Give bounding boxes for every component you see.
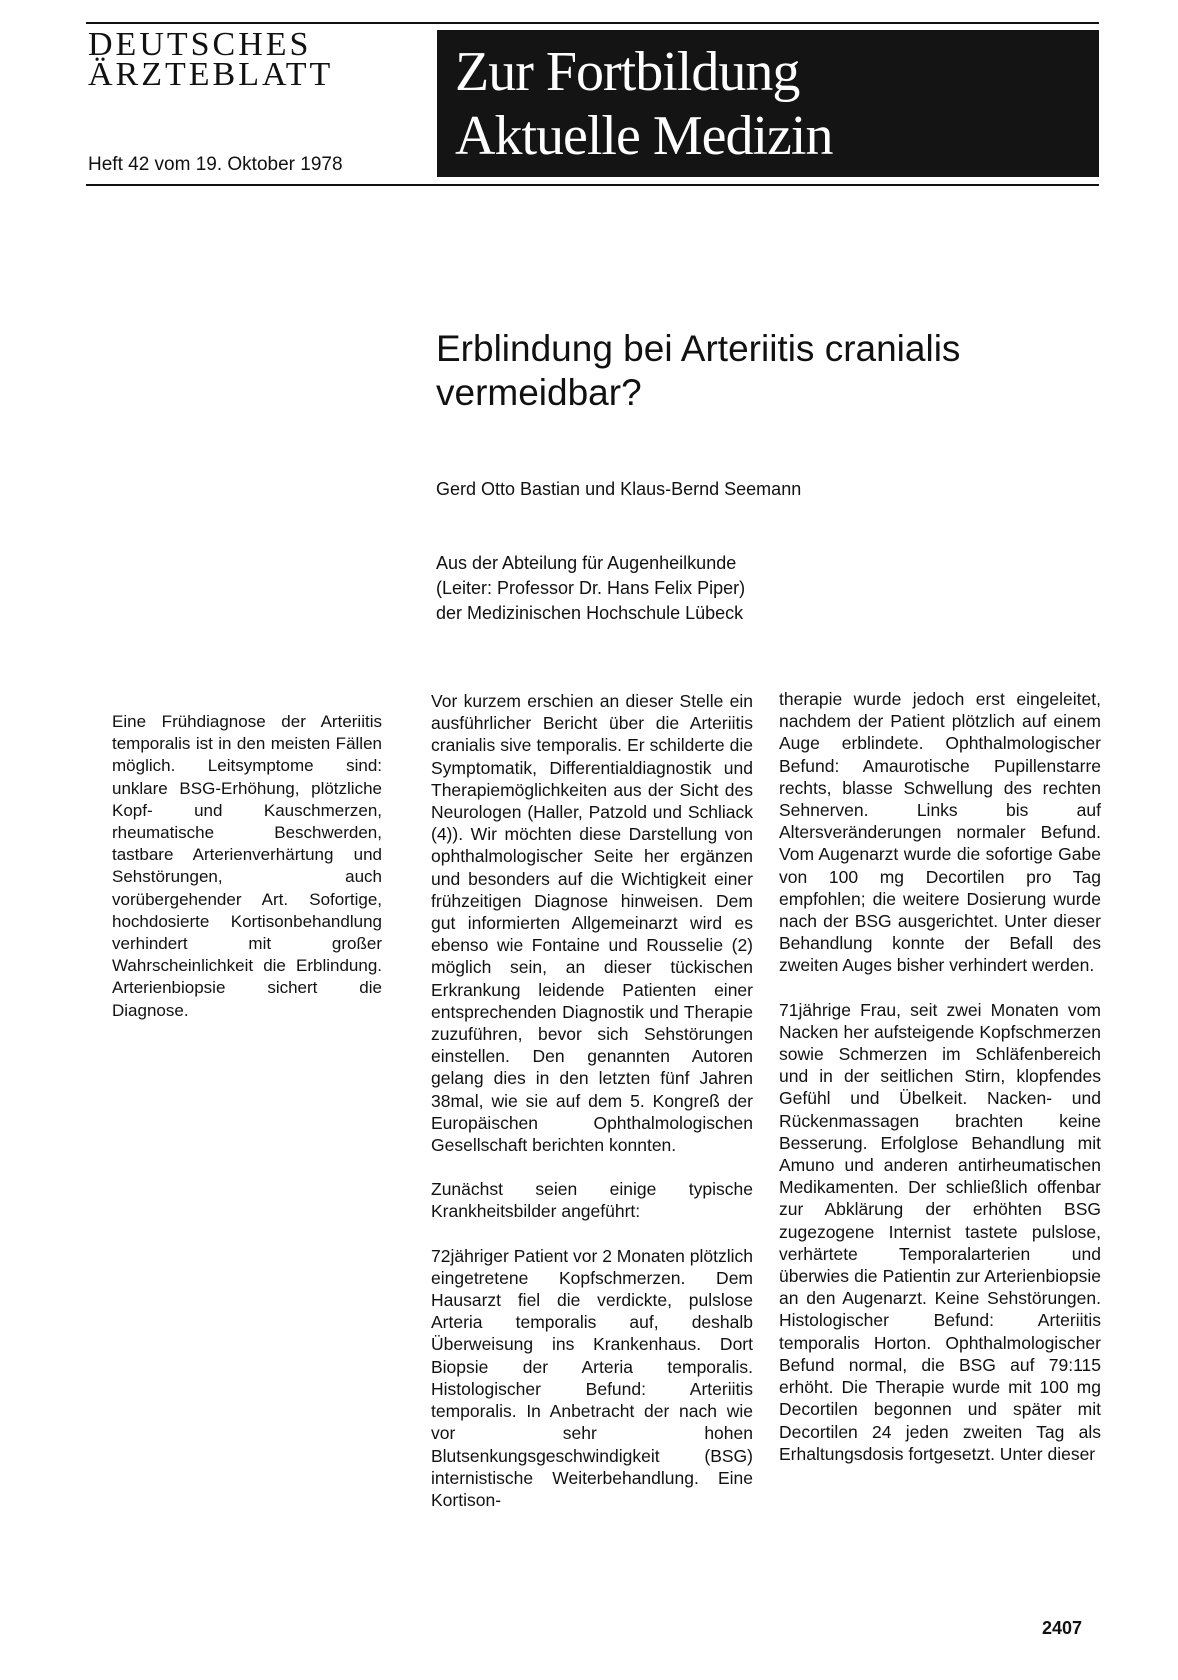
affiliation-line: Aus der Abteilung für Augenheilkunde (436, 553, 737, 573)
body-paragraph: Zunächst seien einige typische Krankheitsbilder angeführt: (431, 1179, 753, 1222)
banner-line-2: Aktuelle Medizin (455, 105, 833, 167)
masthead-line-1: DEUTSCHES (88, 26, 312, 63)
page-number: 2407 (1042, 1618, 1083, 1638)
issue-line: Heft 42 vom 19. Oktober 1978 (88, 154, 343, 175)
article-title: Erblindung bei Arteriitis cranialis vermeidbar? (436, 328, 961, 413)
body-column-1 (431, 690, 753, 1533)
article-abstract: Eine Frühdiagnose der Arteriitis temporalis ist in den meisten Fällen möglich. Leitsymptome sind: unklare BSG-Erhöhung, plötzliche Kopf- und Kauschmerzen, rheumatische Beschwerden, tastbare Arterienverhärtung und Sehstörungen, auch vorübergehender Art. Sofortige, hochdosierte Kortisonbehandlung verhindert mit großer Wahrscheinlichkeit die Erblindung. Arterienbiopsie sichert die Diagnose. (112, 712, 382, 1020)
banner-line-1: Zur Fortbildung (455, 41, 800, 103)
article-authors: Gerd Otto Bastian und Klaus-Bernd Seemann (436, 479, 802, 499)
body-paragraph: Vor kurzem erschien an dieser Stelle ein ausführlicher Bericht über die Arteriitis cranialis sive temporalis. Er schilderte die Symptomatik, Differentialdiagnostik und Therapiemöglichkeiten aus der Sicht des Neurologen (Haller, Patzold und Schliack (4)). Wir möchten diese Darstellung von ophthalmologischer Seite her ergänzen und besonders auf die Wichtigkeit einer frühzeitigen Diagnose hinweisen. Dem gut informierten Allgemeinarzt wird es ebenso wie Fontaine und Rousselie (2) möglich sein, an dieser tückischen Erkrankung leidende Patienten einer entsprechenden Diagnostik und Therapie zuzuführen, bevor sich Sehstörungen einstellen. Den genannten Autoren gelang dies in den letzten fünf Jahren 38mal, wie sie auf dem 5. Kongreß der Europäischen Ophthalmologischen Gesellschaft berichten konnten. (431, 691, 753, 1156)
affiliation-line: der Medizinischen Hochschule Lübeck (436, 603, 744, 623)
section-banner (437, 30, 1099, 177)
body-paragraph: 72jähriger Patient vor 2 Monaten plötzlich eingetretene Kopfschmerzen. Dem Hausarzt fiel die verdickte, pulslose Arteria temporalis auf, deshalb Überweisung ins Krankenhaus. Dort Biopsie der Arteria temporalis. Histologischer Befund: Arteriitis temporalis. In Anbetracht der nach wie vor sehr hohen Blutsenkungsgeschwindigkeit (BSG) internistische Weiterbehandlung. Eine Kortison- (431, 1245, 753, 1510)
header-rule (86, 184, 1099, 186)
masthead-line-2: ÄRZTEBLATT (88, 56, 334, 93)
top-rule (86, 22, 1099, 24)
affiliation-line: (Leiter: Professor Dr. Hans Felix Piper) (436, 578, 746, 598)
body-column-2 (779, 688, 1101, 1487)
body-paragraph: 71jährige Frau, seit zwei Monaten vom Nacken her aufsteigende Kopfschmerzen sowie Schmerzen im Schläfenbereich und in der seitlichen Stirn, klopfendes Gefühl und Übelkeit. Nacken- und Rückenmassagen brachten keine Besserung. Erfolglose Behandlung mit Amuno und anderen antirheumatischen Medikamenten. Der schließlich offenbar zur Abklärung der erhöhten BSG zugezogene Internist tastete pulslose, verhärtete Temporalarterien und überwies die Patientin zur Arterienbiopsie an den Augenarzt. Keine Sehstörungen. Histologischer Befund: Arteriitis temporalis Horton. Ophthalmologischer Befund normal, die BSG auf 79:115 erhöht. Die Therapie wurde mit 100 mg Decortilen begonnen und später mit Decortilen 24 jeden zweiten Tag als Erhaltungsdosis fortgesetzt. Unter dieser (779, 999, 1101, 1464)
body-paragraph: therapie wurde jedoch erst eingeleitet, nachdem der Patient plötzlich auf einem Auge erblindete. Ophthalmologischer Befund: Amaurotische Pupillenstarre rechts, blasse Schwellung des rechten Sehnerven. Links bis auf Altersveränderungen normaler Befund. Vom Augenarzt wurde die sofortige Gabe von 100 mg Decortilen pro Tag empfohlen; die weitere Dosierung wurde nach der BSG ausgerichtet. Unter dieser Behandlung konnte der Befall des zweiten Auges bisher verhindert werden. (779, 689, 1101, 976)
journal-masthead (88, 26, 418, 93)
article-affiliation (436, 551, 745, 626)
